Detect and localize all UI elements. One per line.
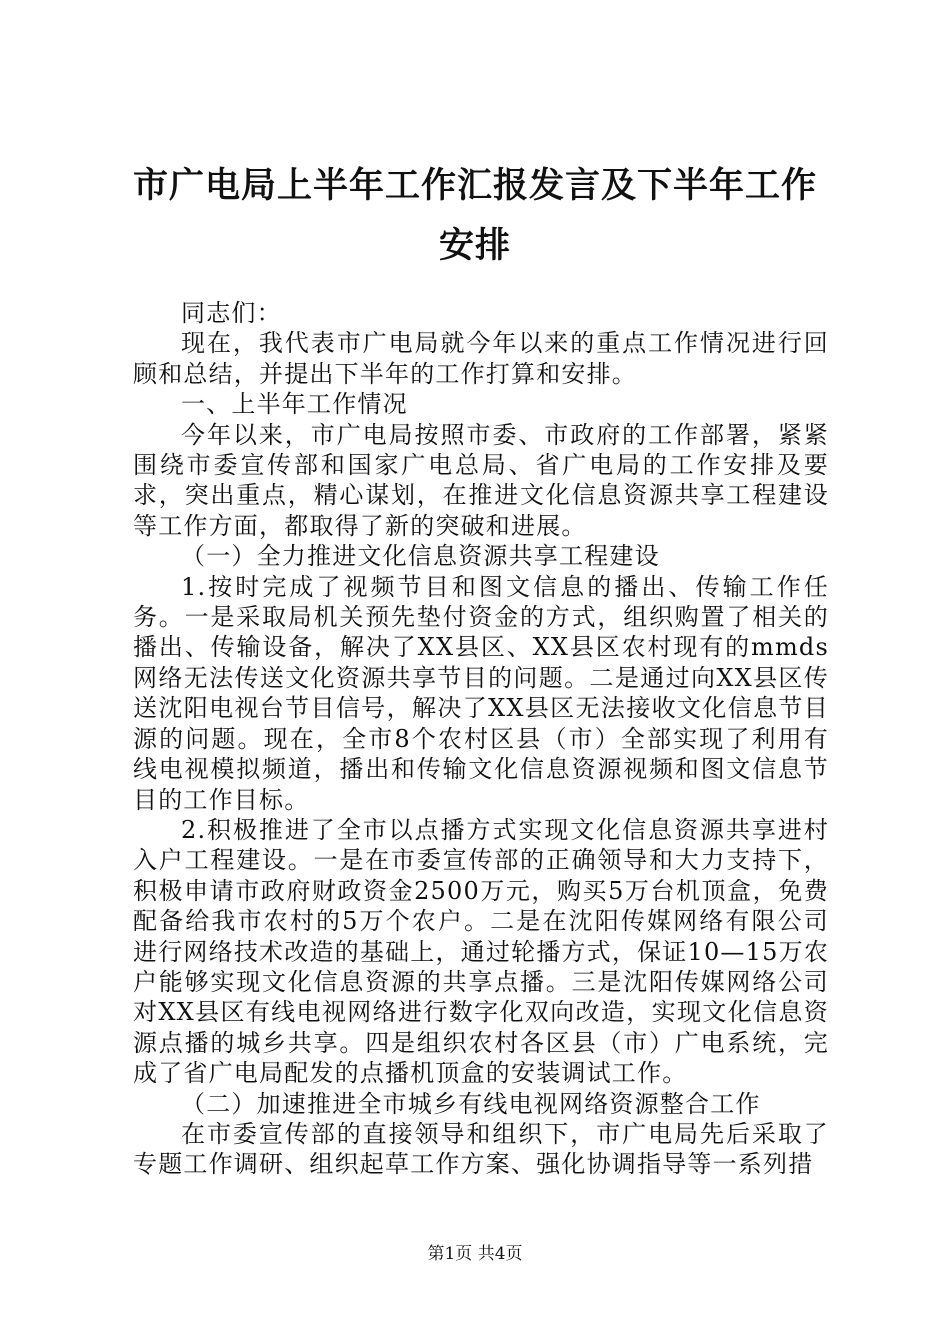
paragraph: 今年以来，市广电局按照市委、市政府的工作部署，紧紧围绕市委宣传部和国家广电总局、省广电局的工作安排及要求，突出重点，精心谋划，在推进文化信息资源共享工程建设等工作方面，都取得了新的突破和进展。 — [133, 420, 829, 540]
subsection-heading: （二）加速推进全市城乡有线电视网络资源整合工作 — [181, 1089, 761, 1118]
subsection-heading: （一）全力推进文化信息资源共享工程建设 — [181, 542, 660, 571]
greeting: 同志们： — [181, 299, 282, 327]
paragraph: 现在，我代表市广电局就今年以来的重点工作情况进行回顾和总结，并提出下半年的工作打算和安排。 — [133, 329, 829, 388]
paragraph: 在市委宣传部的直接领导和组织下，市广电局先后采取了专题工作调研、组织起草工作方案、强化协调指导等一系列措 — [133, 1119, 829, 1179]
paragraph: 1.按时完成了视频节目和图文信息的播出、传输工作任务。一是采取局机关预先垫付资金的方式，组织购置了相关的播出、传输设备，解决了XX县区、XX县区农村现有的mmds网络无法传送文化资源共享节目的问题。二是通过向XX县区传送沈阳电视台节目信号，解决了XX县区无法接收文化信息节目源的问题。现在，全市8个农村区县（市）全部实现了利用有线电视模拟频道，播出和传输文化信息资源视频和图文信息节目的工作目标。 — [133, 572, 829, 814]
paragraph: 2.积极推进了全市以点播方式实现文化信息资源共享进村入户工程建设。一是在市委宣传部的正确领导和大力支持下，积极申请市政府财政资金2500万元，购买5万台机顶盒，免费配备给我市农村的5万个农户。二是在沈阳传媒网络有限公司进行网络技术改造的基础上，通过轮播方式，保证10—15万农户能够实现文化信息资源的共享点播。三是沈阳传媒网络公司对XX县区有线电视网络进行数字化双向改造，实现文化信息资源点播的城乡共享。四是组织农村各区县（市）广电系统，完成了省广电局配发的点播机顶盒的安装调试工作。 — [133, 815, 829, 1088]
document-title: 市广电局上半年工作汇报发言及下半年工作安排 — [132, 165, 817, 266]
document-body — [133, 298, 829, 1180]
page-footer: 第1页 共4页 — [427, 1244, 523, 1264]
section-heading: 一、上半年工作情况 — [181, 390, 408, 419]
